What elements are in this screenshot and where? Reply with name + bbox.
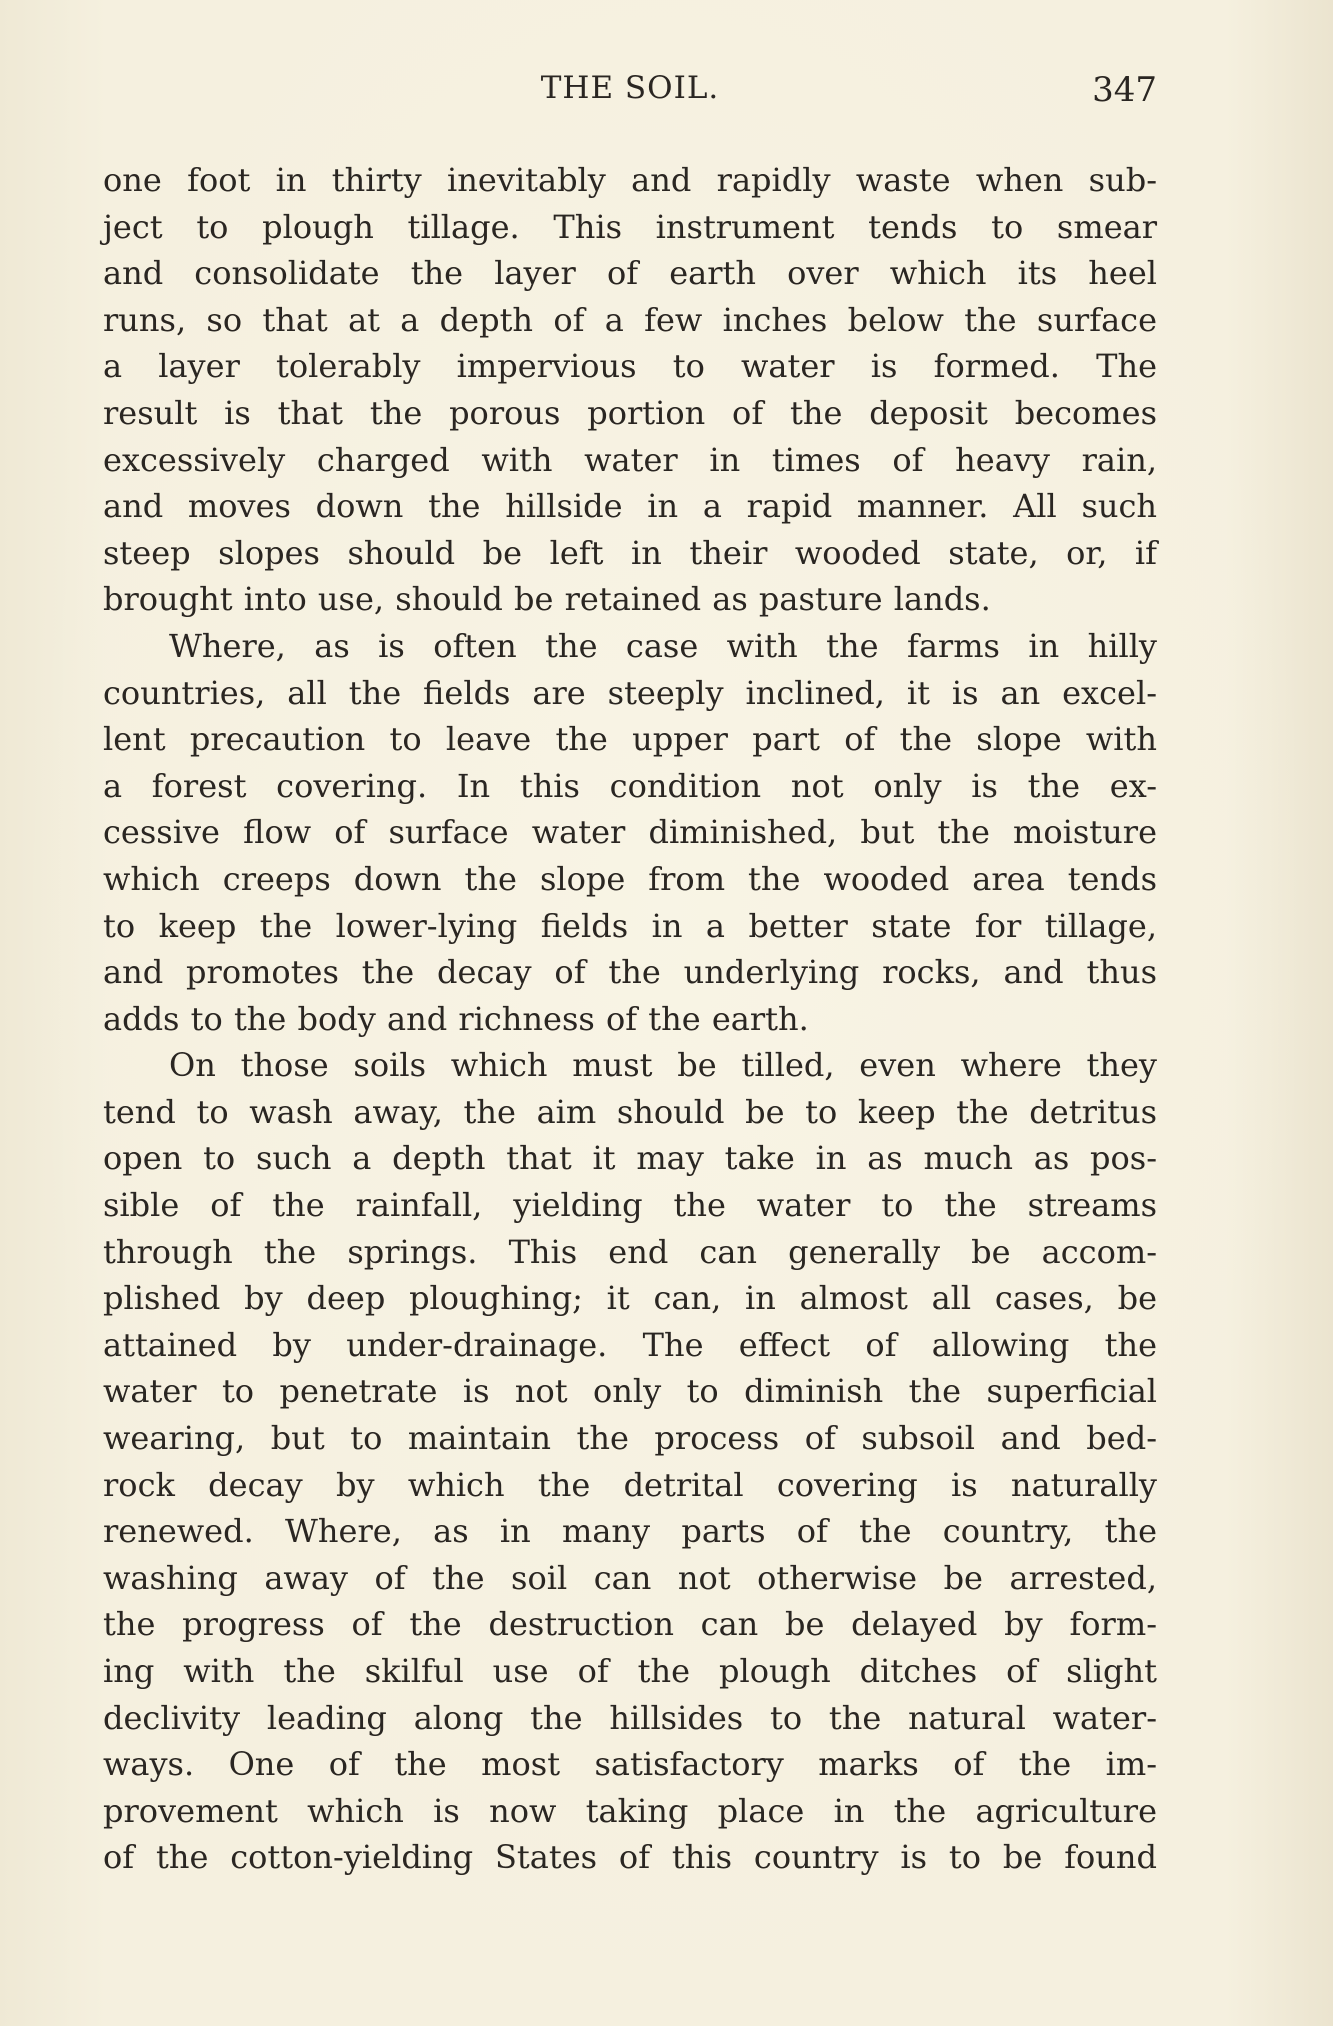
text-line: rock decay by which the detrital covering is naturally [103, 1465, 1157, 1504]
text-line-paragraph-start: Where, as is often the case with the farms in hilly [169, 626, 1157, 665]
text-line: and moves down the hillside in a rapid manner. All such [103, 487, 1157, 526]
text-line: to keep the lower-lying fields in a better state for tillage, [103, 906, 1157, 945]
text-line: a layer tolerably impervious to water is formed. The [103, 347, 1157, 386]
text-line: tend to wash away, the aim should be to keep the detritus [103, 1092, 1157, 1131]
text-line: washing away of the soil can not otherwise be arrested, [103, 1558, 1157, 1597]
text-line: one foot in thirty inevitably and rapidly waste when sub- [103, 161, 1157, 199]
text-line: of the cotton-yielding States of this country is to be found [103, 1838, 1157, 1877]
text-line: ways. One of the most satisfactory marks of the im- [103, 1745, 1157, 1784]
text-line: runs, so that at a depth of a few inches below the surface [103, 300, 1157, 339]
text-line: declivity leading along the hillsides to the natural water- [103, 1698, 1157, 1737]
text-line: open to such a depth that it may take in as much as pos- [103, 1139, 1157, 1178]
text-line-paragraph-end: adds to the body and richness of the earth. [103, 999, 809, 1038]
text-line: a forest covering. In this condition not only is the ex- [103, 766, 1157, 805]
text-line: excessively charged with water in times of heavy rain, [103, 440, 1157, 479]
text-line: through the springs. This end can generally be accom- [103, 1232, 1157, 1271]
body-text [103, 157, 1157, 1881]
text-line: water to penetrate is not only to diminish the superficial [103, 1372, 1157, 1411]
page-number: 347 [1092, 70, 1157, 110]
text-line: provement which is now taking place in the agriculture [103, 1791, 1157, 1830]
text-line: ject to plough tillage. This instrument tends to smear [103, 207, 1157, 246]
text-line: lent precaution to leave the upper part of the slope with [103, 720, 1157, 759]
text-line: plished by deep ploughing; it can, in almost all cases, be [103, 1279, 1157, 1318]
text-line: ing with the skilful use of the plough ditches of slight [103, 1652, 1157, 1690]
text-line: attained by under-drainage. The effect of allowing the [103, 1325, 1157, 1364]
text-line: steep slopes should be left in their wooded state, or, if [103, 533, 1157, 572]
text-line: cessive flow of surface water diminished, but the moisture [103, 813, 1157, 852]
text-line: sible of the rainfall, yielding the water to the streams [103, 1186, 1157, 1225]
text-line: renewed. Where, as in many parts of the country, the [103, 1512, 1157, 1551]
text-line: and consolidate the layer of earth over which its heel [103, 254, 1157, 293]
text-line: and promotes the decay of the underlying rocks, and thus [103, 953, 1157, 992]
text-line-paragraph-start: On those soils which must be tilled, even where they [169, 1046, 1157, 1085]
running-title: THE SOIL. [540, 70, 720, 106]
text-line: the progress of the destruction can be delayed by form- [103, 1605, 1157, 1644]
text-line: wearing, but to maintain the process of subsoil and bed- [103, 1419, 1157, 1458]
text-line: countries, all the fields are steeply inclined, it is an excel- [103, 673, 1157, 712]
text-line: result is that the porous portion of the deposit becomes [103, 393, 1157, 432]
running-head [103, 70, 1157, 120]
text-line: which creeps down the slope from the wooded area tends [103, 859, 1157, 898]
text-line-paragraph-end: brought into use, should be retained as pasture lands. [103, 580, 991, 619]
